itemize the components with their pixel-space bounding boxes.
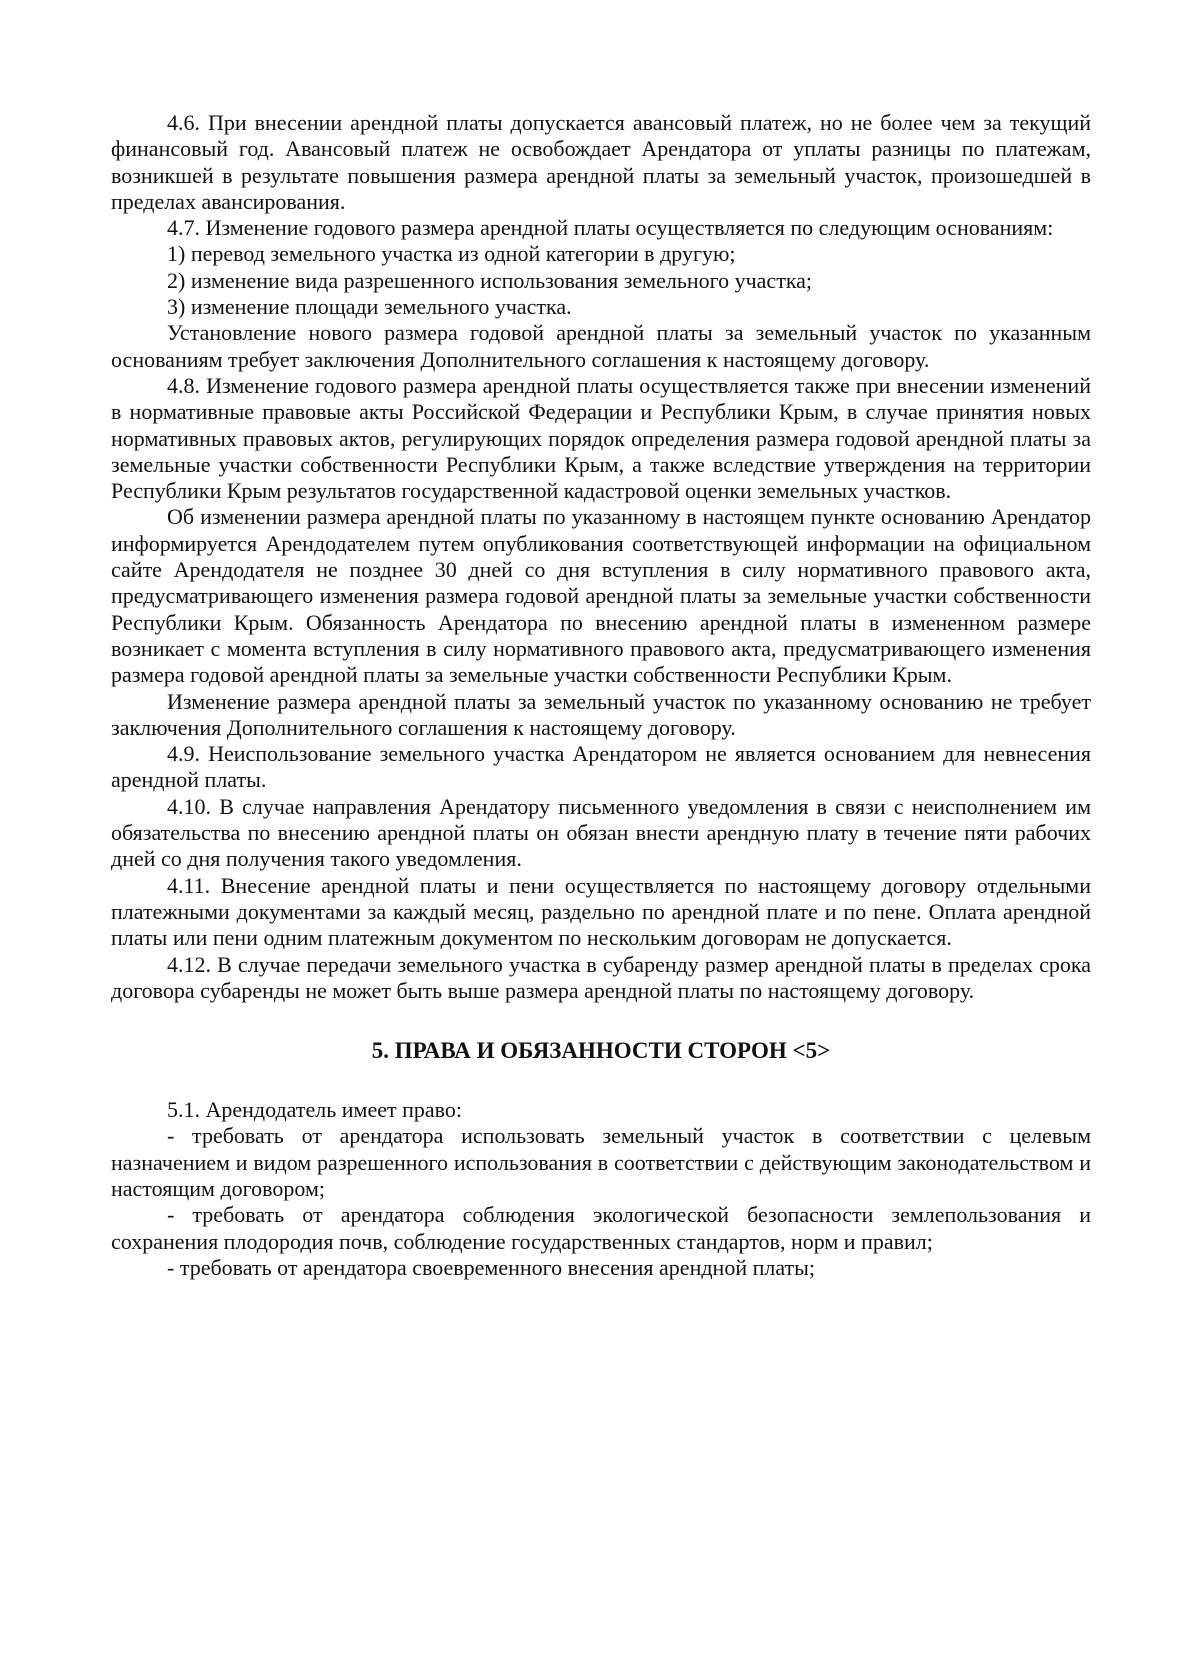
section-5-heading: 5. ПРАВА И ОБЯЗАННОСТИ СТОРОН <5> xyxy=(371,1038,831,1064)
list-item: 3) изменение площади земельного участка. xyxy=(167,294,572,320)
paragraph-4-7-note: Установление нового размера годовой арендной платы за земельный участок по указанным основаниям требует заключения Дополнительного соглашения к настоящему договору. xyxy=(111,320,1091,372)
list-item: 2) изменение вида разрешенного использования земельного участка; xyxy=(167,267,813,293)
list-item: 1) перевод земельного участка из одной категории в другую; xyxy=(167,241,736,267)
paragraph-4-12: 4.12. В случае передачи земельного участка в субаренду размер арендной платы в пределах срока договора субаренды не может быть выше размера арендной платы по настоящему договору. xyxy=(111,951,1091,1003)
paragraph-5-1-item: - требовать от арендатора использовать земельный участок в соответствии с целевым назначением и видом разрешенного использования в соответствии с действующим законодательством и настоящим договором; xyxy=(111,1123,1091,1201)
paragraph-5-1-item: - требовать от арендатора своевременного внесения арендной платы; xyxy=(167,1254,816,1280)
paragraph-4-9: 4.9. Неиспользование земельного участка Арендатором не является основанием для невнесения арендной платы. xyxy=(111,741,1091,793)
paragraph-4-7: 4.7. Изменение годового размера арендной платы осуществляется по следующим основаниям: xyxy=(167,215,1054,241)
paragraph-4-8-note: Изменение размера арендной платы за земельный участок по указанному основанию не требует заключения Дополнительного соглашения к настоящему договору. xyxy=(111,688,1091,740)
paragraph-4-8-info: Об изменении размера арендной платы по указанному в настоящем пункте основанию Арендатор информируется Арендодателем путем опубликования соответствующей информации на официальном сайте Арендодателя не позднее 30 дней со дня вступления в силу нормативного правового акта, предусматривающего изменения размера годовой арендной платы за земельные участки собственности Республики Крым. Обязанность Арендатора по внесению арендной платы в измененном размере возникает с момента вступления в силу нормативного правового акта, предусматривающего изменения размера годовой арендной платы за земельные участки собственности Республики Крым. xyxy=(111,504,1091,688)
document-page xyxy=(111,110,1091,1281)
paragraph-4-6: 4.6. При внесении арендной платы допускается авансовый платеж, но не более чем за текущий финансовый год. Авансовый платеж не освобождает Арендатора от уплаты разницы по платежам, возникшей в результате повышения размера арендной платы за земельный участок, произошедшей в пределах авансирования. xyxy=(111,110,1091,214)
paragraph-4-11: 4.11. Внесение арендной платы и пени осуществляется по настоящему договору отдельными платежными документами за каждый месяц, раздельно по арендной плате и по пене. Оплата арендной платы или пени одним платежным документом по нескольким договорам не допускается. xyxy=(111,872,1091,951)
paragraph-5-1: 5.1. Арендодатель имеет право: xyxy=(167,1097,462,1123)
paragraph-4-8: 4.8. Изменение годового размера арендной платы осуществляется также при внесении изменений в нормативные правовые акты Российской Федерации и Республики Крым, в случае принятия новых нормативных правовых актов, регулирующих порядок определения размера годовой арендной платы за земельные участки собственности Республики Крым, а также вследствие утверждения на территории Республики Крым результатов государственной кадастровой оценки земельных участков. xyxy=(111,372,1091,504)
paragraph-5-1-item: - требовать от арендатора соблюдения экологической безопасности землепользования и сохранения плодородия почв, соблюдение государственных стандартов, норм и правил; xyxy=(111,1202,1091,1254)
paragraph-4-10: 4.10. В случае направления Арендатору письменного уведомления в связи с неисполнением им обязательства по внесению арендной платы он обязан внести арендную плату в течение пяти рабочих дней со дня получения такого уведомления. xyxy=(111,793,1091,872)
